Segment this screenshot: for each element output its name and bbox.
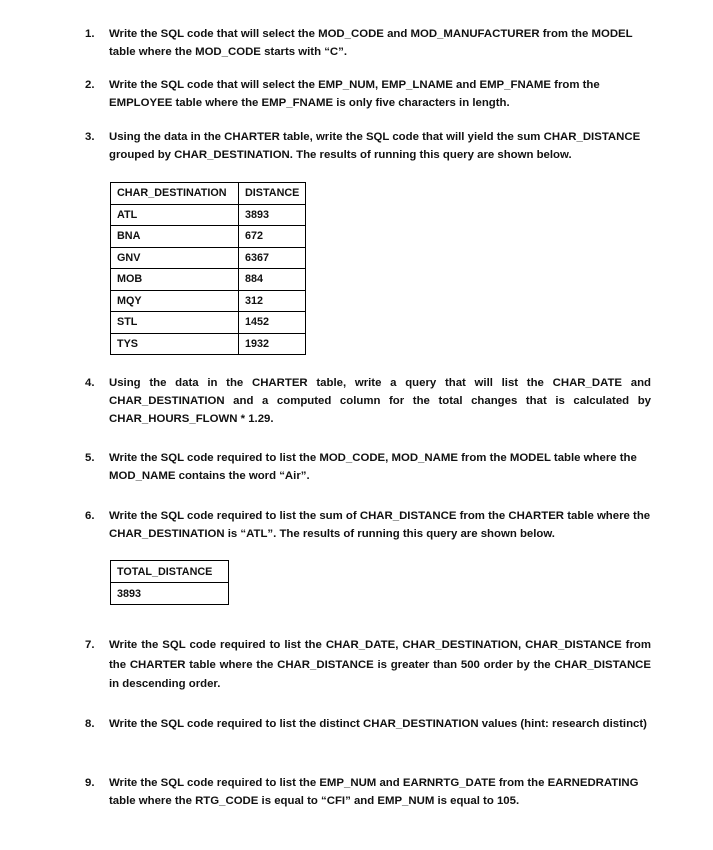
distance-cell: 6367: [239, 247, 306, 269]
distance-cell: 312: [239, 290, 306, 312]
column-header: CHAR_DESTINATION: [111, 183, 239, 205]
distance-cell: 1452: [239, 312, 306, 334]
distance-cell: 884: [239, 269, 306, 291]
table-row: [111, 583, 229, 605]
question-text: Using the data in the CHARTER table, write a query that will list the CHAR_DATE and CHAR_DESTINATION and a computed column for the total changes that is calculated by CHAR_HOURS_FLOWN * 1.29.: [109, 377, 651, 425]
destination-cell: TYS: [111, 333, 239, 355]
destination-cell: MOB: [111, 269, 239, 291]
table-header-row: [111, 183, 306, 205]
distance-cell: 672: [239, 226, 306, 248]
question-text: Write the SQL code required to list the distinct CHAR_DESTINATION values (hint: research distinct): [109, 718, 647, 730]
destination-cell: STL: [111, 312, 239, 334]
destination-cell: MQY: [111, 290, 239, 312]
question-text: Write the SQL code required to list the sum of CHAR_DISTANCE from the CHARTER table where the CHAR_DESTINATION is “ATL”. The results of running this query are shown below.: [109, 510, 651, 540]
question-number: 1.: [85, 28, 95, 40]
question-text: Write the SQL code that will select the MOD_CODE and MOD_MANUFACTURER from the MODEL table where the MOD_CODE starts with “C”.: [109, 28, 633, 58]
destination-cell: BNA: [111, 226, 239, 248]
table-row: [111, 226, 306, 248]
question-number: 2.: [85, 79, 95, 91]
question-number: 5.: [85, 452, 95, 464]
question-number: 7.: [85, 639, 95, 651]
destination-distance-table: [110, 182, 306, 355]
question-number: 4.: [85, 377, 95, 389]
column-header: DISTANCE: [239, 183, 306, 205]
question-number: 3.: [85, 131, 95, 143]
question-number: 9.: [85, 777, 95, 789]
distance-cell: 3893: [239, 204, 306, 226]
question-text: Write the SQL code that will select the EMP_NUM, EMP_LNAME and EMP_FNAME from the EMPLOYEE table where the EMP_FNAME is only five characters in length.: [109, 79, 600, 109]
question-text: Using the data in the CHARTER table, write the SQL code that will yield the sum CHAR_DISTANCE grouped by CHAR_DESTINATION. The results of running this query are shown below.: [109, 131, 641, 161]
question-number: 8.: [85, 718, 95, 730]
question-text: Write the SQL code required to list the CHAR_DATE, CHAR_DESTINATION, CHAR_DISTANCE from the CHARTER table where the CHAR_DISTANCE is greater than 500 order by the CHAR_DISTANCE in descending order.: [109, 639, 651, 690]
table-row: [111, 204, 306, 226]
destination-cell: GNV: [111, 247, 239, 269]
distance-cell: 1932: [239, 333, 306, 355]
table-row: [111, 333, 306, 355]
total-distance-cell: 3893: [111, 583, 229, 605]
table-row: [111, 247, 306, 269]
total-distance-table: [110, 560, 229, 605]
question-text: Write the SQL code required to list the MOD_CODE, MOD_NAME from the MODEL table where the MOD_NAME contains the word “Air”.: [109, 452, 637, 482]
table-row: [111, 269, 306, 291]
table-row: [111, 312, 306, 334]
question-text: Write the SQL code required to list the EMP_NUM and EARNRTG_DATE from the EARNEDRATING table where the RTG_CODE is equal to “CFI” and EMP_NUM is equal to 105.: [109, 777, 639, 807]
question-number: 6.: [85, 510, 95, 522]
column-header: TOTAL_DISTANCE: [111, 561, 229, 583]
table-header-row: [111, 561, 229, 583]
destination-cell: ATL: [111, 204, 239, 226]
table-row: [111, 290, 306, 312]
